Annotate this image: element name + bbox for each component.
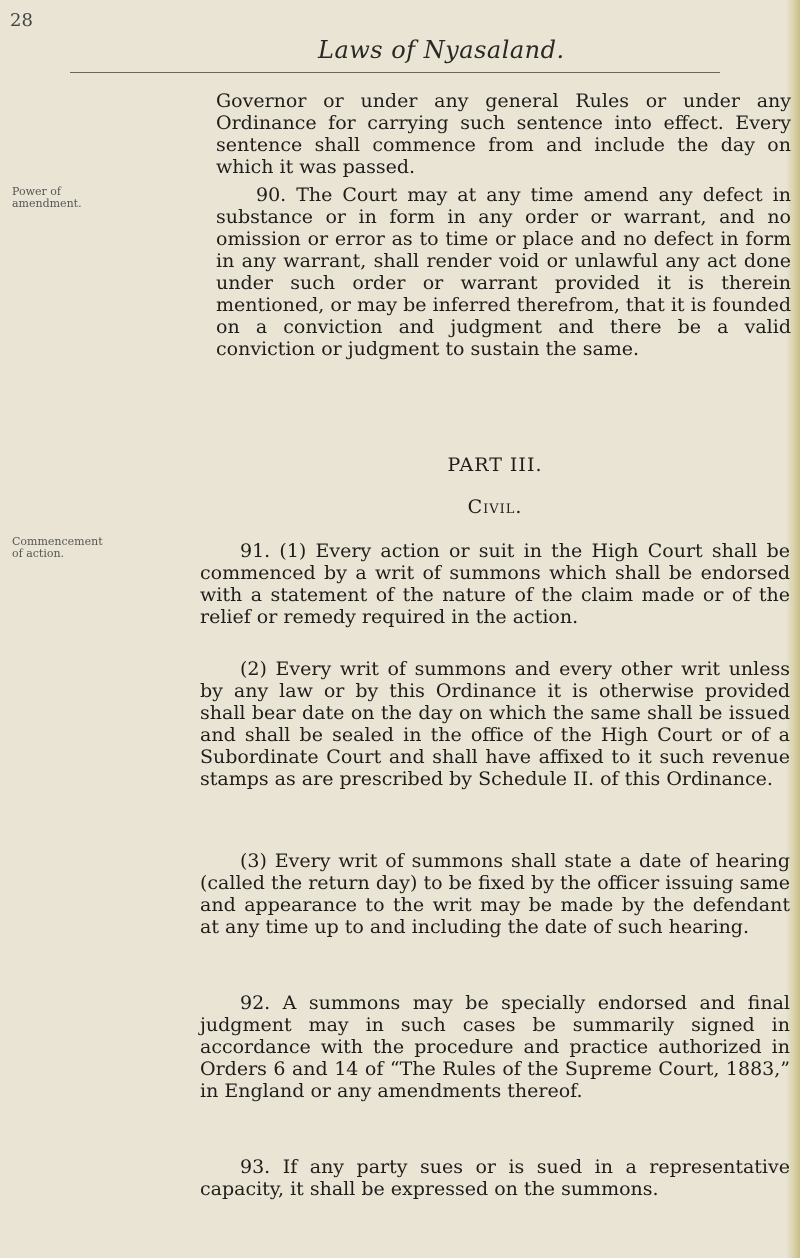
section-91-2: (2) Every writ of summons and every other writ unless by any law or by this Ordinance it is otherwise provided shall bear date on the day on which the same shall be issued and shall be sealed in the office of the High Court or of a Subordinate Court and shall have affixed to it such revenue stamps as are prescribed by Schedule II. of this Ordinance. xyxy=(200,658,790,790)
margin-note-commencement: Commencement of action. xyxy=(12,535,103,560)
margin-note-power-of-amendment: Power of amendment. xyxy=(12,185,82,210)
civil-heading: Civil. xyxy=(467,496,523,518)
header-rule xyxy=(70,72,720,73)
section-91-3: (3) Every writ of summons shall state a date of hearing (called the return day) to be fixed by the officer issuing same and appearance to the writ may be made by the defendant at any time up to and including the date of such hearing. xyxy=(200,850,790,938)
section-91-1: 91. (1) Every action or suit in the High Court shall be commenced by a writ of summons which shall be endorsed with a statement of the nature of the claim made or of the relief or remedy required in the action. xyxy=(200,540,790,628)
page-number: 28 xyxy=(10,10,33,31)
running-head: Laws of Nyasaland. xyxy=(318,36,565,64)
section-93: 93. If any party sues or is sued in a representative capacity, it shall be expressed on the summons. xyxy=(200,1156,790,1200)
section-90: 90. The Court may at any time amend any defect in substance or in form in any order or warrant, and no omission or error as to time or place and no defect in form in any warrant, shall render void or unlawful any act done under such order or warrant provided it is therein mentioned, or may be inferred therefrom, that it is founded on a conviction and judgment and there be a valid conviction or judgment to sustain the same. xyxy=(216,184,791,360)
continuation-paragraph: Governor or under any general Rules or under any Ordinance for carrying such sentence into effect. Every sentence shall commence from and include the day on which it was passed. xyxy=(216,90,791,178)
section-92: 92. A summons may be specially endorsed and final judgment may in such cases be summarily signed in accordance with the procedure and practice authorized in Orders 6 and 14 of “The Rules of the Supreme Court, 1883,” in England or any amendments thereof. xyxy=(200,992,790,1102)
part-heading: PART III. xyxy=(447,454,543,476)
